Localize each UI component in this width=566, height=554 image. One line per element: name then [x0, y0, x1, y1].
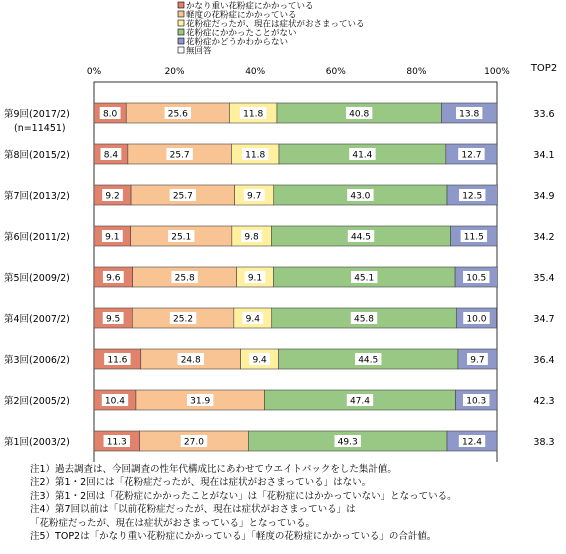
top2-value-7: 42.3: [533, 396, 555, 407]
top2-value-1: 34.1: [533, 150, 555, 161]
legend-swatch-5: [178, 47, 184, 53]
data-label-7-3: 47.4: [349, 396, 371, 407]
data-label-2-1: 25.7: [172, 191, 193, 202]
note-4: 注4）第7回以前は「以前花粉症だったが、現在は症状がおさまっている」は: [30, 504, 356, 516]
chart-notes: [30, 463, 560, 543]
top2-value-6: 36.4: [533, 355, 555, 366]
top2-value-4: 35.4: [533, 273, 555, 284]
category-label-3: 第6回(2011/2): [4, 232, 70, 243]
data-label-2-0: 9.2: [105, 191, 120, 202]
data-label-3-2: 9.8: [244, 232, 259, 243]
data-label-6-0: 11.6: [107, 355, 128, 366]
x-tick-label-5: 100%: [484, 67, 510, 77]
legend-label-4: 花粉症かどうかわからない: [186, 37, 289, 48]
data-label-7-0: 10.4: [104, 396, 125, 407]
top2-value-5: 34.7: [533, 314, 555, 325]
legend-label-5: 無回答: [186, 46, 212, 57]
category-label-5: 第4回(2007/2): [4, 314, 70, 325]
data-label-8-4: 12.4: [461, 437, 483, 448]
data-label-5-4: 10.0: [466, 314, 487, 325]
data-label-4-4: 10.5: [466, 273, 487, 284]
data-label-1-3: 41.4: [352, 150, 373, 161]
category-label-0: 第9回(2017/2): [4, 109, 70, 120]
category-label-1: 第8回(2015/2): [4, 150, 70, 161]
data-label-8-3: 49.3: [337, 437, 358, 448]
top2-value-3: 34.2: [533, 232, 555, 243]
data-label-3-0: 9.1: [105, 232, 120, 243]
x-tick-label-0: 0%: [86, 67, 102, 77]
legend-swatch-2: [178, 20, 184, 26]
data-label-3-3: 44.5: [350, 232, 372, 243]
data-label-4-3: 45.1: [354, 273, 375, 284]
note-1: 注1）過去調査は、今回調査の性年代構成比にあわせてウエイトバックをした集計値。: [30, 464, 397, 475]
data-label-1-2: 11.8: [245, 150, 266, 161]
data-label-6-4: 9.7: [470, 355, 485, 366]
top2-value-8: 38.3: [533, 437, 555, 448]
category-label-2: 第7回(2013/2): [4, 191, 70, 202]
data-label-6-2: 9.4: [252, 355, 267, 366]
category-label-6: 第3回(2006/2): [4, 355, 70, 366]
data-label-1-0: 8.4: [103, 150, 119, 161]
data-label-3-1: 25.1: [171, 232, 192, 243]
data-label-1-1: 25.7: [169, 150, 190, 161]
x-tick-label-3: 60%: [325, 67, 346, 77]
data-label-0-2: 11.8: [243, 109, 264, 120]
data-label-5-3: 45.8: [353, 314, 375, 325]
legend-label-0: かなり重い花粉症にかかっている: [186, 1, 314, 12]
data-label-5-0: 9.5: [105, 314, 121, 325]
top2-value-2: 34.9: [533, 191, 555, 202]
data-label-0-0: 8.0: [102, 109, 118, 120]
legend-label-2: 花粉症だったが、現在は症状がおさまっている: [186, 19, 365, 30]
category-label-4: 第5回(2009/2): [4, 273, 70, 284]
data-label-2-4: 12.5: [462, 191, 483, 202]
data-label-5-1: 25.2: [173, 314, 194, 325]
x-tick-label-4: 80%: [406, 67, 427, 77]
data-label-4-1: 25.8: [174, 273, 195, 284]
data-label-2-3: 43.0: [350, 191, 371, 202]
data-label-6-1: 24.8: [180, 355, 201, 366]
category-label-7: 第2回(2005/2): [4, 396, 70, 407]
data-label-1-4: 12.7: [461, 150, 482, 161]
x-tick-label-1: 20%: [164, 67, 185, 77]
legend-swatch-3: [178, 29, 184, 35]
note-4-continued: 「花粉症だったが、現在は症状がおさまっている」となっている。: [30, 517, 316, 529]
category-sublabel-0: (n=11451): [14, 123, 66, 134]
note-2: 注2）第1・2回には「花粉症だったが、現在は症状がおさまっている」はない。: [30, 477, 372, 489]
category-label-8: 第1回(2003/2): [4, 437, 70, 448]
data-label-2-2: 9.7: [247, 191, 262, 202]
x-tick-label-2: 40%: [245, 67, 266, 77]
note-3: 注3）第1・2回は「花粉症にかかったことがない」は「花粉症にはかかっていない」となっている。: [30, 490, 457, 502]
data-label-8-1: 27.0: [183, 437, 204, 448]
data-label-5-2: 9.4: [245, 314, 260, 325]
legend-label-3: 花粉症にかかったことがない: [186, 28, 297, 39]
data-label-0-1: 25.6: [167, 109, 188, 120]
data-label-3-4: 11.5: [463, 232, 484, 243]
legend-swatch-4: [178, 38, 184, 44]
data-label-7-1: 31.9: [190, 396, 211, 407]
legend-label-1: 軽度の花粉症にかかっている: [186, 10, 297, 21]
data-label-0-3: 40.8: [349, 109, 370, 120]
data-label-6-3: 44.5: [358, 355, 379, 366]
legend-swatch-1: [178, 11, 184, 17]
data-label-4-2: 9.1: [247, 273, 263, 284]
data-label-4-0: 9.6: [106, 273, 121, 284]
legend-swatch-0: [178, 2, 184, 8]
data-label-8-0: 11.3: [106, 437, 127, 448]
top2-value-0: 33.6: [533, 109, 555, 120]
data-label-0-4: 13.8: [459, 109, 480, 120]
note-5: 注5）TOP2は「かなり重い花粉症にかかっている」「軽度の花粉症にかかっている」の合計値。: [30, 531, 437, 543]
top2-header: TOP2: [530, 63, 558, 74]
data-label-7-4: 10.3: [466, 396, 487, 407]
